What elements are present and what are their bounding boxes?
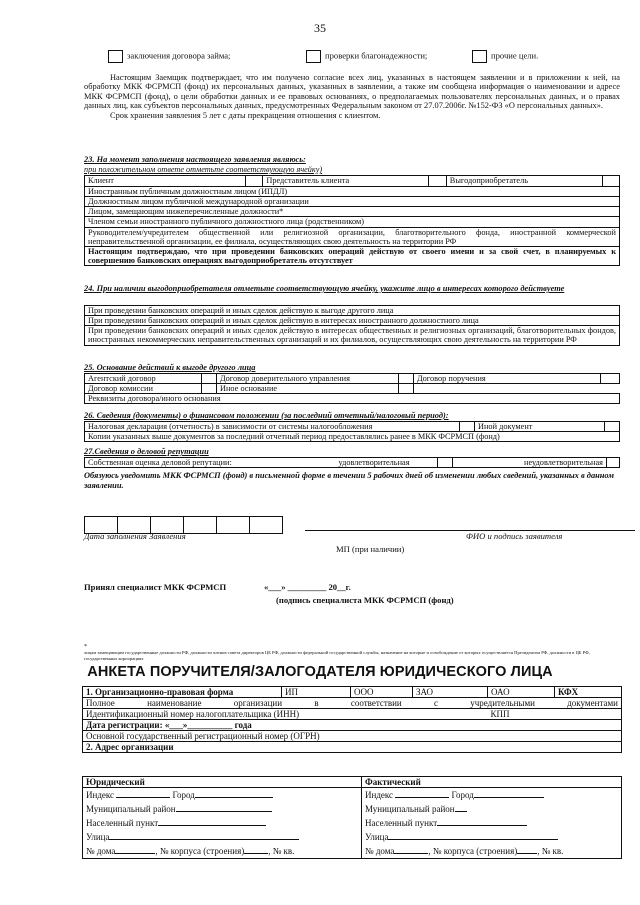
checkbox-cell[interactable] <box>202 374 217 384</box>
s23-row-confirm[interactable]: Настоящим подтверждаю, что при проведении банковских операций действую от своего имени и за свой счет, в планируемых к совершению банковских операциях выгодоприобретатель отсутствует <box>85 246 620 265</box>
city-label: Город <box>451 790 474 801</box>
s23-row[interactable]: Иностранным публичным должностным лицом (ИПДЛ) <box>85 187 620 197</box>
checkbox-cell[interactable] <box>202 384 217 394</box>
anketa-title: АНКЕТА ПОРУЧИТЕЛЯ/ЗАЛОГОДАТЕЛЯ ЮРИДИЧЕСКОГО ЛИЦА <box>87 664 553 680</box>
house-label: № дома <box>365 846 395 857</box>
section-26-table <box>84 421 620 442</box>
section-27-table <box>84 457 620 468</box>
actual-address-label: Фактический <box>362 777 622 788</box>
checkbox-option-reliability[interactable] <box>306 50 427 63</box>
checkbox[interactable] <box>306 50 321 63</box>
checkbox-label: проверки благонадежности; <box>325 50 428 61</box>
role-representative: Представитель клиента <box>263 176 429 187</box>
commission-contract: Договор комиссии <box>85 384 202 394</box>
locality-label: Населенный пункт <box>365 818 438 829</box>
section-24-title: 24. При наличии выгодоприобретателя отметьте соответствующую ячейку, укажите лицо в интересах которого действуете <box>84 284 565 293</box>
inn-field[interactable]: Идентификационный номер налогоплательщика (ИНН) <box>83 709 488 720</box>
checkbox-cell[interactable] <box>245 176 262 187</box>
checkbox-cell[interactable] <box>460 422 475 432</box>
section-23-subtitle: при положительном ответе отметьте соответствующую ячейку) <box>84 165 323 174</box>
kv-label: № кв. <box>541 846 564 857</box>
section-23-table <box>84 175 620 266</box>
s23-row[interactable]: Лицом, замещающим нижеперечисленные должности* <box>85 207 620 217</box>
tax-declaration: Налоговая декларация (отчетность) в зависимости от системы налогообложения <box>85 422 460 432</box>
other-basis: Иное основание <box>217 384 399 394</box>
checkbox-cell[interactable] <box>601 374 620 384</box>
ogrn-field[interactable]: Основной государственный регистрационный номер (ОГРН) <box>83 731 622 742</box>
footnote-marker: * <box>84 644 87 650</box>
s23-row[interactable]: Членом семьи иностранного публичного должностного лица (родственником) <box>85 217 620 227</box>
locality-label: Населенный пункт <box>86 818 159 829</box>
legal-address-label: Юридический <box>83 777 362 788</box>
district-label: Муниципальный район <box>365 804 455 815</box>
other-document: Иной документ <box>475 422 605 432</box>
s1-title: 1. Организационно-правовая форма <box>83 687 282 698</box>
checkbox[interactable] <box>108 50 123 63</box>
self-assessment: Собственная оценка деловой репутации: <box>85 458 312 468</box>
order-contract: Договор поручения <box>414 374 601 384</box>
s24-row[interactable]: При проведении банковских операций и иных сделок действую в интересах иностранного должностного лица <box>85 316 620 326</box>
role-beneficiary: Выгодоприобретатель <box>446 176 602 187</box>
form-kfh[interactable]: КФХ <box>555 687 622 698</box>
checkbox-cell[interactable] <box>399 374 414 384</box>
index-label: Индекс <box>365 790 394 801</box>
fio-label: ФИО и подпись заявителя <box>466 531 563 541</box>
form-oao[interactable]: ОАО <box>488 687 555 698</box>
accepted-date[interactable]: «___» _________ 20__г. <box>264 582 351 592</box>
actual-address-block[interactable]: Индекс Город Муниципальный район Населенный пункт Улица № дома , № корпуса (строения) , № кв. <box>362 788 622 859</box>
copies-provided[interactable]: Копии указанных выше документов за последний отчетный период предоставлялись ранее в МКК ФСРМСП (фонд) <box>85 432 620 442</box>
footnote: лицам замещающим государственные должности РФ, должности членов совета директоров ЦБ РФ, должности федеральной государственной службы, назначение на которые и освобождение от которых осуществляется Президентом РФ, должности в ЦБ РФ, государственных корпорациях <box>84 650 590 661</box>
street-label: Улица <box>365 832 389 843</box>
kv-label: № кв. <box>272 846 295 857</box>
section-24-table <box>84 305 620 346</box>
index-label: Индекс <box>86 790 115 801</box>
form-ooo[interactable]: ООО <box>351 687 413 698</box>
legal-address-block[interactable]: Индекс Город Муниципальный район Населенный пункт Улица № дома , № корпуса (строения) , № кв. <box>83 788 362 859</box>
s2-title: 2. Адрес организации <box>83 742 622 753</box>
checkbox[interactable] <box>472 50 487 63</box>
checkbox-cell[interactable] <box>607 458 620 468</box>
korpus-label: № корпуса (строения) <box>159 846 245 857</box>
registration-date[interactable]: Дата регистрации: «___»__________ года <box>83 720 622 731</box>
kpp-field[interactable]: КПП <box>488 709 622 720</box>
trust-contract: Договор доверительного управления <box>217 374 399 384</box>
s24-row[interactable]: При проведении банковских операций и иных сделок действую в интересах общественных и религиозных организаций, благотворительных фондов, иностранных некоммерческих неправительственных организаций и их филиалов, осуществляющих свою деятельность на территории РФ <box>85 326 620 345</box>
section-23-title: 23. На момент заполнения настоящего заявления являюсь: <box>84 155 306 164</box>
checkbox-cell[interactable] <box>605 422 620 432</box>
stamp-label: МП (при наличии) <box>336 544 405 554</box>
korpus-label: № корпуса (строения) <box>432 846 518 857</box>
date-label: Дата заполнения Заявления <box>84 531 186 541</box>
checkbox-label: прочие цели. <box>491 50 539 61</box>
checkbox-cell[interactable] <box>438 458 453 468</box>
consent-text: Настоящим Заемщик подтверждает, что им получено согласие всех лиц, указанных в настоящем заявлении и в приложении к ней, на обработку МКК ФСРМСП (фонд) их персональных данных, указанных в заявлении, а также им сообщена информация о наименовании и адресе МКК ФСРМСП (фонд), о цели обработки данных и ее правовых основаниях, о предполагаемых пользователях персональных данных, и о правах данных лиц, как субъектов персональных данных, предусмотренных Федеральным законом от 27.07.2006г. №152-ФЗ «О персональных данных». <box>84 73 620 111</box>
section-25-title: 25. Основание действий к выгоде другого лица <box>84 363 256 372</box>
accepted-label: Принял специалист МКК ФСРМСП <box>84 582 227 592</box>
checkbox-option-other[interactable] <box>472 50 538 63</box>
full-name-field[interactable]: Полное наименование организации в соответствии с учредительными документами <box>83 698 622 709</box>
checkbox-label: заключения договора займа; <box>127 50 231 61</box>
house-label: № дома <box>86 846 116 857</box>
storage-text: Срок хранения заявления 5 лет с даты прекращения отношения с клиентом. <box>110 110 381 120</box>
district-label: Муниципальный район <box>86 804 176 815</box>
form-ip[interactable]: ИП <box>282 687 351 698</box>
checkbox-cell[interactable] <box>399 384 414 394</box>
checkbox-option-loan[interactable] <box>108 50 230 63</box>
section-26-title: 26. Сведения (документы) о финансовом положении (за последний отчетный/налоговый период): <box>84 411 449 420</box>
page-number: 35 <box>314 21 326 35</box>
notice-text: Обязуюсь уведомить МКК ФСРМСП (фонд) в письменной форме в течении 5 рабочих дней об изменении любых сведений, указанных в данном заявлении. <box>84 471 615 490</box>
section-25-table <box>84 373 620 404</box>
anketa-address-table <box>82 776 622 859</box>
role-client: Клиент <box>85 176 246 187</box>
anketa-section-1 <box>82 686 622 753</box>
rating-satisfactory[interactable]: удовлетворительная <box>311 458 438 468</box>
city-label: Город <box>172 790 195 801</box>
checkbox-cell[interactable] <box>429 176 446 187</box>
contract-requisites[interactable]: Реквизиты договора/иного основания <box>85 394 620 404</box>
agent-contract: Агентский договор <box>85 374 202 384</box>
section-27-title: 27.Сведения о деловой репутации <box>84 447 209 456</box>
specialist-sign-label: (подпись специалиста МКК ФСРМСП (фонд) <box>276 595 454 605</box>
form-zao[interactable]: ЗАО <box>413 687 488 698</box>
street-label: Улица <box>86 832 110 843</box>
checkbox-cell[interactable] <box>602 176 619 187</box>
consent-paragraph <box>84 73 620 120</box>
s23-row[interactable]: Должностным лицом публичной международной организации <box>85 197 620 207</box>
s24-row[interactable]: При проведении банковских операций и иных сделок действую к выгоде другого лица <box>85 306 620 316</box>
rating-unsatisfactory[interactable]: неудовлетворительная <box>453 458 607 468</box>
s23-row[interactable]: Руководителем/учредителем общественной или религиозной организации, благотворительного фонда, иностранной коммерческой неправительственной организации, ее филиала, осуществляющих свою деятельность на территории РФ <box>85 227 620 246</box>
